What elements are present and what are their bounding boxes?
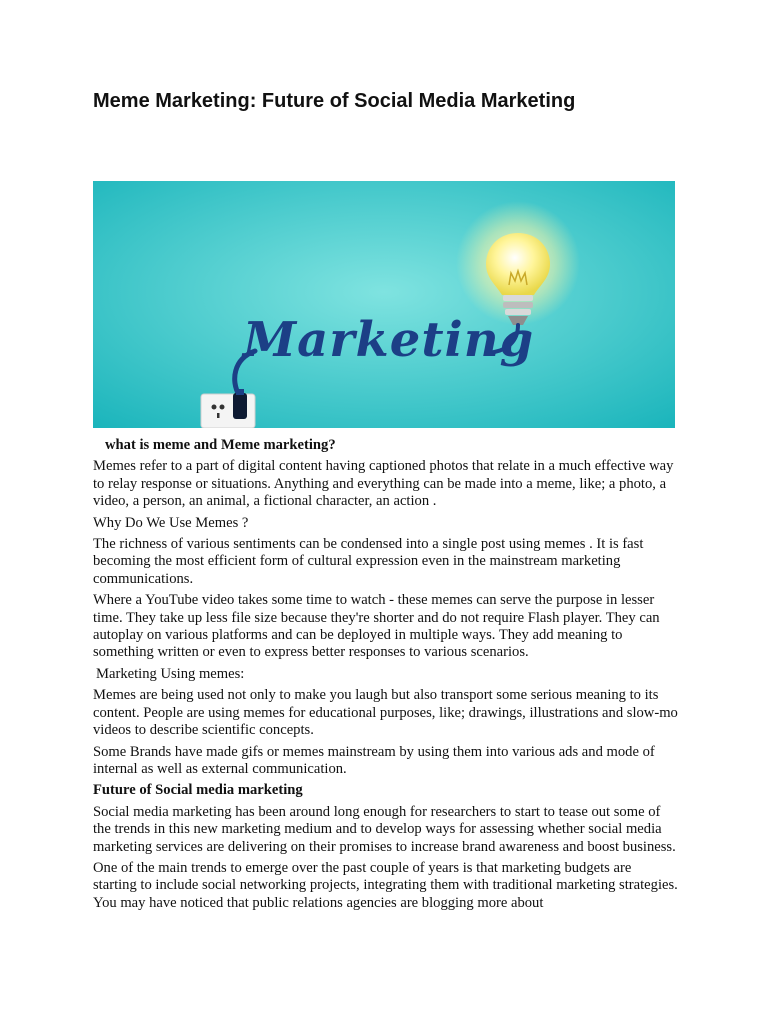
paragraph: Where a YouTube video takes some time to watch - these memes can serve the purpose in lesser time. They take up less file size because they're shorter and do not require Flash player. They can autoplay on various platforms and can be deployed in multiple ways. They add meaning to something written or even to express better responses to various scenarios. bbox=[93, 592, 660, 661]
section-subheading: Marketing Using memes: bbox=[96, 665, 245, 682]
document-title: Meme Marketing: Future of Social Media Marketing bbox=[93, 90, 576, 112]
paragraph: Social media marketing has been around long enough for researchers to start to tease out some of the trends in this new marketing medium and to develop ways for assessing whether social media marketing services are delivering on their promises to increase brand awareness and boost business. bbox=[93, 803, 676, 855]
paragraph: One of the main trends to emerge over the past couple of years is that marketing budgets are starting to include social networking projects, integrating them with traditional marketing strategies. You may have noticed that public relations agencies are blogging more about bbox=[93, 859, 678, 911]
marketing-banner-image bbox=[93, 181, 675, 428]
section-heading: what is meme and Meme marketing? bbox=[105, 437, 336, 453]
paragraph: Some Brands have made gifs or memes mainstream by using them into various ads and mode of internal as well as external communication. bbox=[93, 743, 655, 777]
section-heading: Future of Social media marketing bbox=[93, 782, 303, 799]
document-body bbox=[93, 437, 678, 916]
paragraph: The richness of various sentiments can be condensed into a single post using memes . It is fast becoming the most efficient form of cultural expression even in the mainstream marketing communications. bbox=[93, 536, 644, 587]
paragraph: Memes refer to a part of digital content having captioned photos that relate in a much effective way to relay response or situations. Anything and everything can be made into a meme, like; a photo, a video, a person, an animal, a fictional character, an action . bbox=[93, 458, 674, 510]
banner-word: Marketing bbox=[243, 312, 535, 368]
banner-background bbox=[93, 181, 675, 428]
section-subheading: Why Do We Use Memes ? bbox=[93, 514, 249, 531]
paragraph: Memes are being used not only to make you laugh but also transport some serious meaning to its content. People are using memes for educational purposes, like; drawings, illustrations and slow-mo videos to describe scientific concepts. bbox=[93, 687, 678, 739]
plug-icon bbox=[233, 389, 247, 419]
